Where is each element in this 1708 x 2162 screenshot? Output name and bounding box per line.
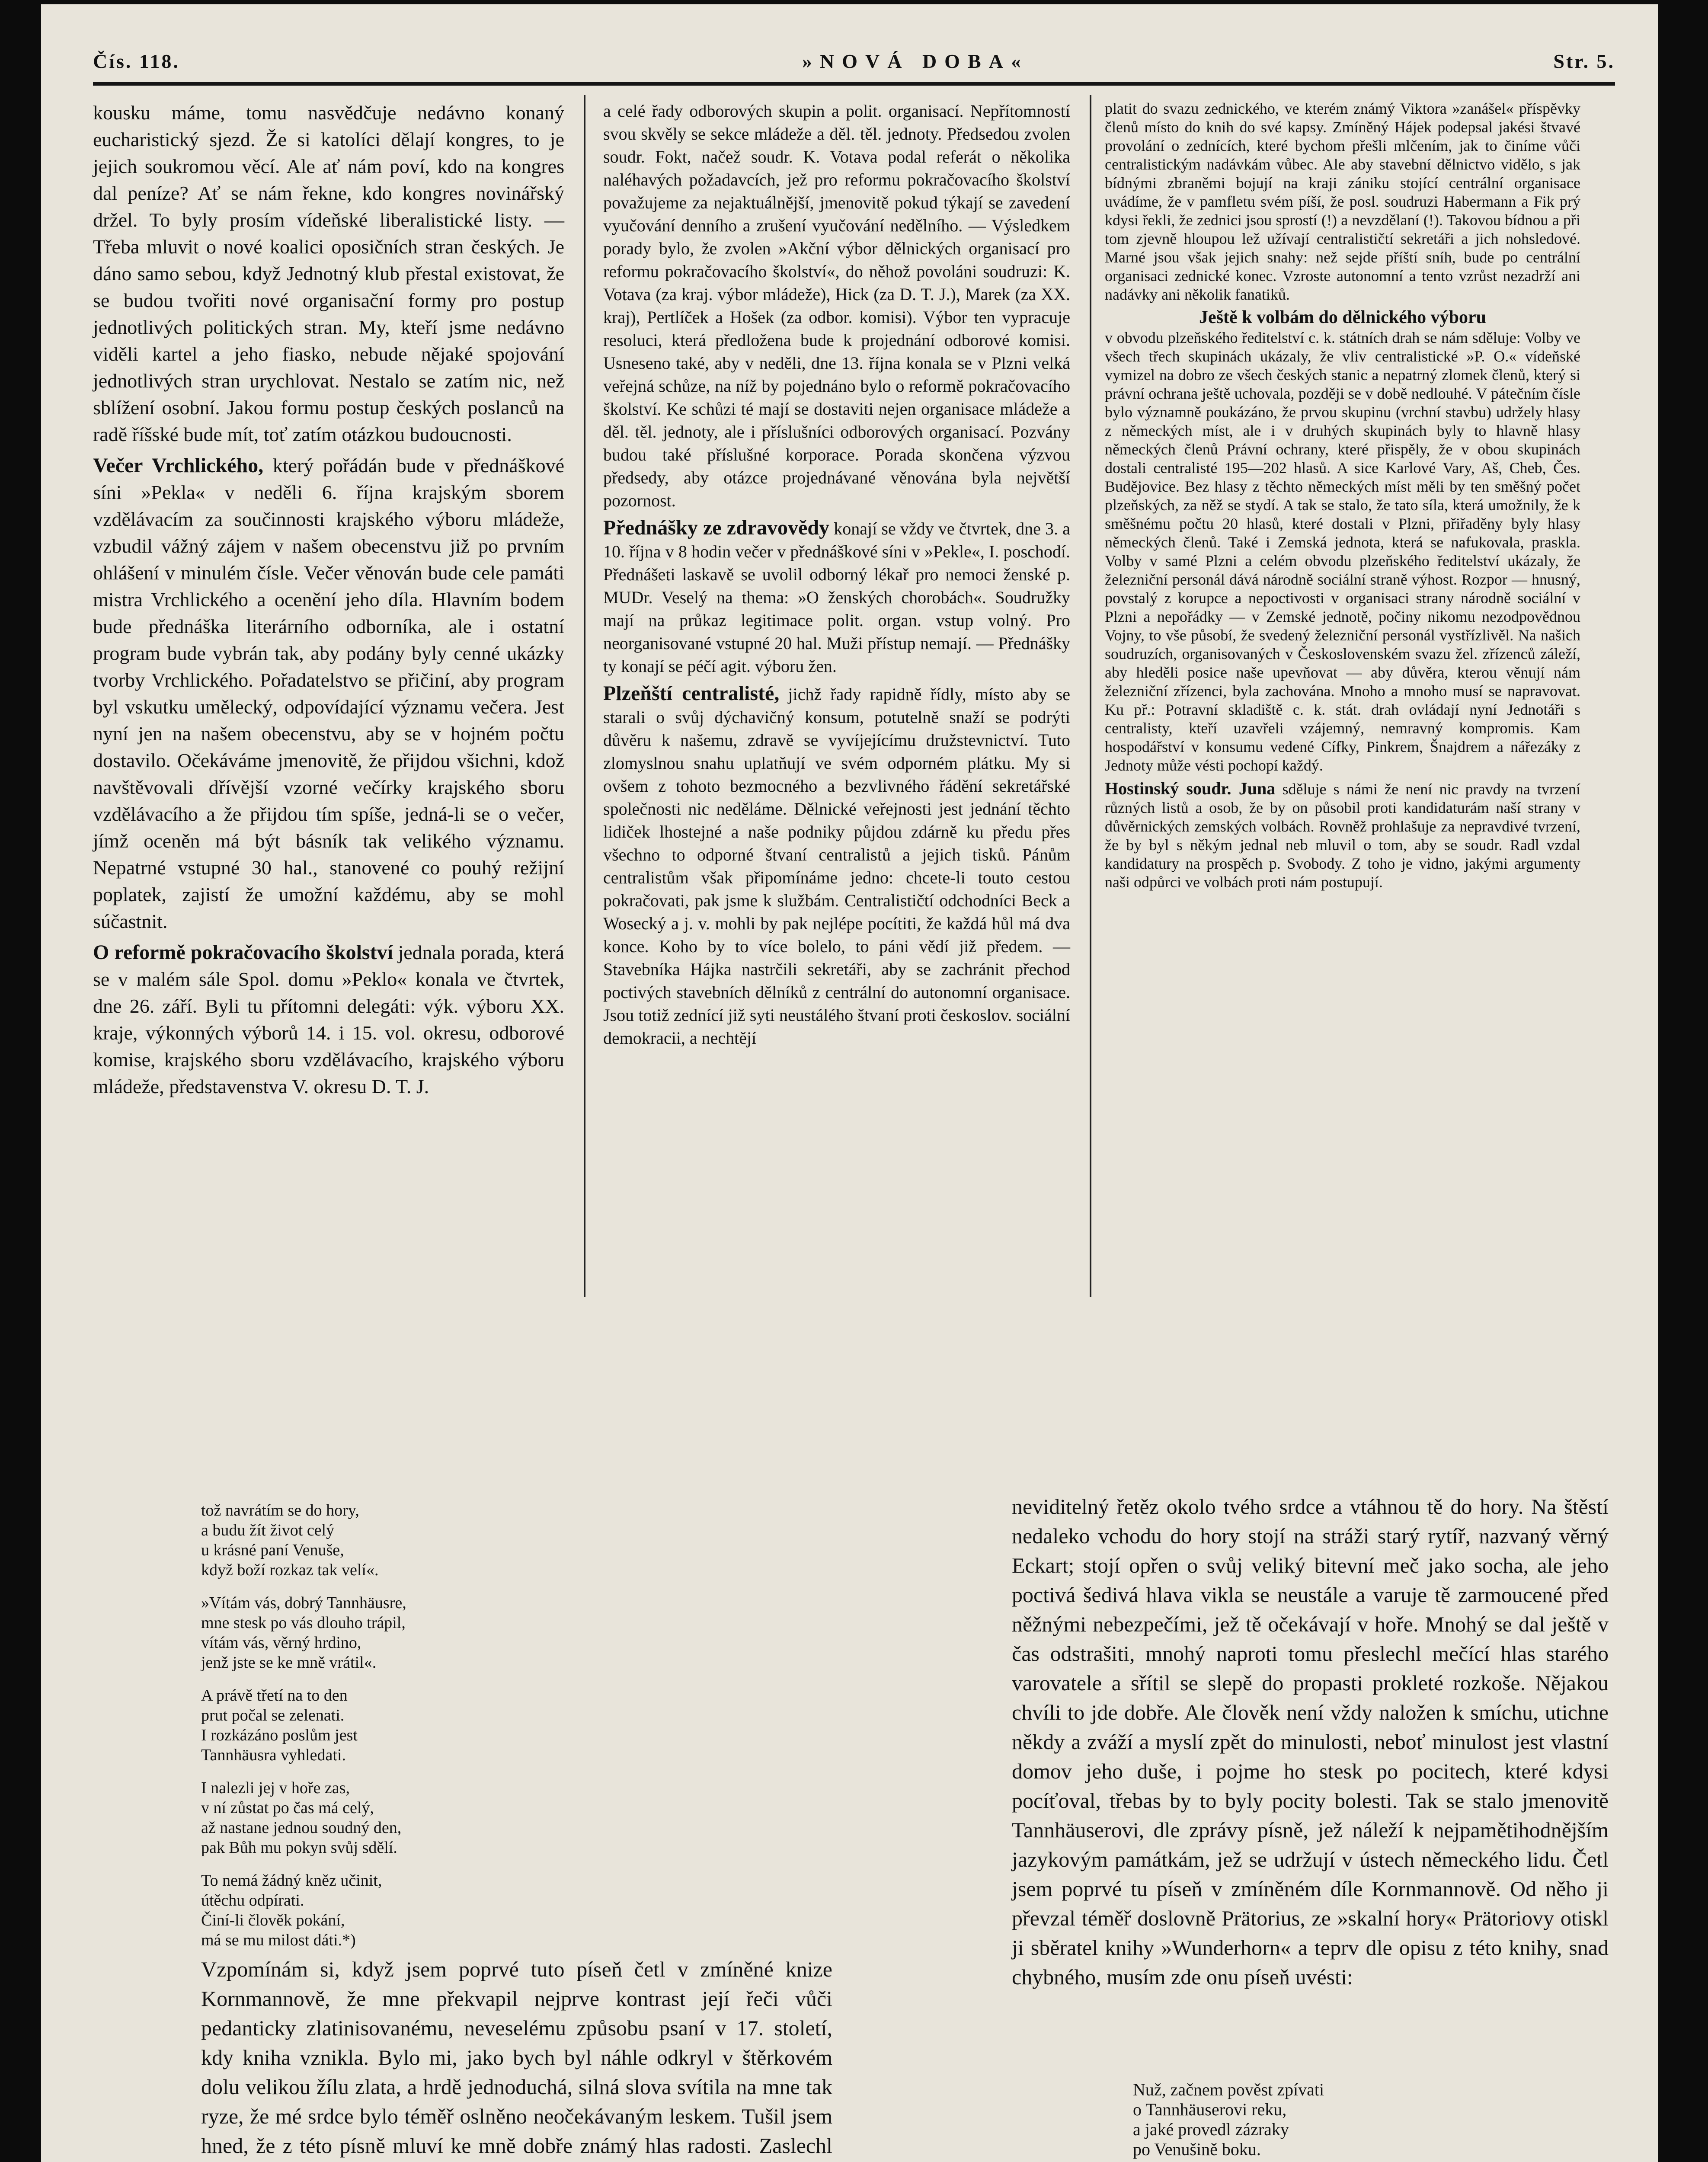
article-text: jednala porada, která se v malém sále Spol. domu »Peklo« konala ve čtvrtek, dne 26. září. Byli tu přítomni delegáti: výk. výboru XX. kraje, výkonných výborů 14. i 15. vol. okresu, odborové komise, krajského sboru vzdělávacího, krajského výboru mládeže, představenstva V. okresu D. T. J. bbox=[93, 941, 565, 1097]
paragraph: kousku máme, tomu nasvědčuje nedávno konaný eucharistický sjezd. Že si katolíci dělají kongres, to je jejich soukromou věcí. Ale ať nám poví, kdo na kongres dal peníze? Ať se nám řekne, kdo kongres novinářský držel. To byly prosím vídeňské liberalistické listy. — Třeba mluvit o nové koalici oposičních stran českých. Je dáno samo sebou, když Jednotný klub přestal existovat, že se budou tvořiti nové organisační formy pro postup jednotlivých politických stran. My, kteří jsme nedávno viděli kartel a jeho fiasko, nebude nějaké spojování jednotlivých stran urychlovat. Nestalo se zatím nic, než sblížení osobní. Jakou formu postup českých poslanců na radě říšské bude mít, toť zatím otázkou budoucnosti. bbox=[93, 102, 564, 445]
column-3 bbox=[1105, 99, 1580, 896]
stanza bbox=[201, 1871, 633, 1950]
prose-left: Vzpomínám si, když jsem poprvé tuto píseň četl v zmíněné knize Kornmannově, že mne překvapil nejprve kontrast její řeči vůči pedanticky zlatinisovanému, neveselému způsobu psaní v 17. století, kdy kniha vznikla. Bylo mi, jako bych byl náhle odkryl v štěrkovém dolu velikou žílu zlata, a hrdě jednoduchá, silná slova svítila na mne tak ryze, že mé srdce bylo téměř oslněno neočekávaným leskem. Tušil jsem hned, že z této písně mluví ke mně dobře známý hlas radosti. Zaslechl bbox=[201, 1957, 832, 2158]
article-text: v obvodu plzeňského ředitelství c. k. státních drah se nám sděluje: Volby ve všech třech skupinách ukázaly, že vliv centralistické »P. O.« vídeňské vymizel na dobro ze všech českých stanic a nepatrný zlomek členů, který si právní ochrana ještě uchovala, později se v době nedlouhé. V pátečním čísle bylo významně poukázáno, že prvou skupinu (vrchní stavbu) udržely hlasy z německých míst, ale i v druhých skupinách byly to hlavně hlasy německých členů Právní ochrany, které přispěly, že v obou skupinách dostali centralisté 195—202 hlasů. A sice Karlové Vary, Aš, Cheb, Čes. Budějovice. Bez hlasy z těchto německých míst měli by ten směšný počet plzeňských, za něž se stydí. A tak se stalo, že tato síla, která umožnily, že k směšnému počtu 20 hlasů, které dostali v Plzni, přiřaděny byly hlasy německých členů. Také i Zemská jednota, která se nafukovala, praskla. Volby v samé Plzni a celém obvodu plzeňského ředitelství ukázaly, že železniční personál dává národně sociální straně výhost. Rozpor — hnusný, povstalý z korupce a nepoctivosti v organisaci strany národně sociální v Plzni a nepořádky — v Zemské jednotě, počiny nikomu nezodpovědnou Vojny, to vše působí, že svedený železniční personál vystřízlivěl. Na našich soudruzích, organisovaných v Československém svazu žel. zřízenců záleží, aby hleděli posice naše upevňovat — aby důvěra, kterou věnují nám železniční zřízenci, byla zachována. Mnoho a mnoho musí se napravovat. Ku př.: Potravní skladiště c. k. stát. drah ovládají nyní Jednotáři s centralisty, kteří uzavřeli vzájemný, nemravný kompromis. Kam hospodářství v konsumu vedené Cífky, Pinkrem, Šnajdrem a nářezáky z Jednoty může vésti pochopí každý. bbox=[1105, 329, 1580, 774]
verse-line: »Vítám vás, dobrý Tannhäusre, bbox=[201, 1594, 406, 1612]
verse-line: mne stesk po vás dlouho trápil, bbox=[201, 1614, 406, 1632]
verse-line: když boží rozkaz tak velí«. bbox=[201, 1561, 379, 1579]
verse-line: A právě třetí na to den bbox=[201, 1686, 348, 1705]
article-centralists bbox=[603, 682, 1070, 1049]
masthead-title: »NOVÁ DOBA« bbox=[802, 50, 1029, 72]
verse-line: Nuž, začnem pověst zpívati bbox=[1133, 2080, 1324, 2099]
article-text: který pořádán bude v přednáškové síni »Pekla« v neděli 6. října krajským sborem vzdělávacím za součinnosti krajského výboru mládeže, vzbudil vážný zájem v našem obecenstvu již po prvním ohlášení v minulém čísle. Večer věnován bude cele památi mistra Vrchlického a ocenění jeho díla. Hlavním bodem bude přednáška literárního odborníka, ale i ostatní program bude vybrán tak, aby podány byly cenné ukázky tvorby Vrchlického. Pořadatelstvo se přičiní, aby program byl vskutku umělecký, odpovídající významu večera. Jest nyní jen na našem obecenstvu, aby se v hojném počtu dostavilo. Očekáváme jmenovitě, že přijdou všichni, kdož navštěvovali dřívější vzorné večírky krajského sboru vzdělávacího a že přijdou tím spíše, jedná-li se o večer, jímž oceněn má být básník tak velikého významu. Nepatrné vstupné 30 hal., stanovené co pouhý režijní poplatek, zajistí že umožní každému, aby se mohl súčastnit. bbox=[93, 454, 565, 932]
article-heading: Plzeňští centralisté, bbox=[603, 682, 780, 705]
verse-line: prut počal se zelenati. bbox=[201, 1706, 345, 1724]
column-divider bbox=[1090, 95, 1091, 1297]
verse-line: I nalezli jej v hoře zas, bbox=[201, 1779, 350, 1797]
verse-line: tož navrátím se do hory, bbox=[201, 1501, 359, 1519]
article-text: konají se vždy ve čtvrtek, dne 3. a 10. října v 8 hodin večer v přednáškové síni v »Pekle«, I. poschodí. Přednášeti laskavě se uvolil odborný lékař pro nemoci ženské p. MUDr. Veselý na thema: »O ženských chorobách«. Soudružky mají na průkaz legitimace polit. organ. vstup volný. Pro neorganisované vstupné 20 hal. Muži přístup nemají. — Přednášky ty konají se péčí agit. výboru žen. bbox=[603, 519, 1071, 676]
verse-line: vítám vás, věrný hrdino, bbox=[201, 1634, 361, 1652]
column-2 bbox=[603, 99, 1070, 1054]
article-heading: Ještě k volbám do dělnického výboru bbox=[1199, 307, 1486, 327]
verse-line: po Venušině boku. bbox=[1133, 2140, 1261, 2159]
verse-line: o Tannhäuserovi reku, bbox=[1133, 2100, 1287, 2119]
verse-line: má se mu milost dáti.*) bbox=[201, 1931, 356, 1949]
article-heading: Přednášky ze zdravovědy bbox=[603, 516, 830, 539]
article-innkeeper bbox=[1105, 779, 1580, 892]
verse-line: Tannhäusra vyhledati. bbox=[201, 1746, 346, 1764]
verse-line: Činí-li člověk pokání, bbox=[201, 1911, 345, 1929]
stanza bbox=[1133, 2080, 1522, 2159]
article-vrchlicky bbox=[93, 452, 564, 935]
article-heading: O reformě pokračovacího školství bbox=[93, 941, 393, 964]
verse-line: a jaké provedl zázraky bbox=[1133, 2120, 1289, 2139]
verse-line: jenž jste se ke mně vrátil«. bbox=[201, 1653, 377, 1672]
verse-line: útěchu odpírati. bbox=[201, 1891, 304, 1909]
page-number: Str. 5. bbox=[1553, 50, 1615, 72]
article-heading: Hostinský soudr. Juna bbox=[1105, 779, 1276, 798]
paragraph: platit do svazu zednického, ve kterém známý Viktora »zanášel« příspěvky členů místo do knih do své kapsy. Zmíněný Hájek podepsal jakési štvavé provolání o zednících, které bychom přešli mlčením, jak to činíme vůči centralistickým nadávkám vůbec. Ale aby stavební dělnictvo vidělo, s jak bídnými zbraněmi bojují na kraji zániku stojící centrální organisace uvádíme, že v pamfletu svém píší, že posl. soudruzi Habermann a Fik prý kdysi řekli, že zednici jsou sprostí (!) a nevzdělaní (!). Takovou bídnou a při tom zjevně hloupou lež užívají centralističtí sekretáři a jich nohsledové. Marné jsou však jejich snahy: než sejde příští sníh, bude po centrální organisaci zednické konec. Vzroste autonomní a tento vzrůst nezadrží ani nadávky ani několik fanatiků. bbox=[1105, 100, 1580, 303]
stanza bbox=[201, 1685, 633, 1765]
page-header bbox=[93, 50, 1615, 80]
verse-line: u krásné paní Venuše, bbox=[201, 1541, 344, 1559]
verse-line: pak Bůh mu pokyn svůj sdělí. bbox=[201, 1839, 397, 1857]
article-text: sděluje s námi že není nic pravdy na tvrzení různých listů a osob, že by on působil proti kandidaturám naší strany v důvěrnických zemských volbách. Rovněž prohlašuje za nepravdivé tvrzení, že by byl s někým jednal neb mluvil o tom, aby se soudr. Radl vzdal kandidatury na prospěch p. Svobody. Z toho je vidno, jakými argumenty naši odpůrci ve volbách proti nám postupují. bbox=[1105, 780, 1580, 891]
prose-right: neviditelný řetěz okolo tvého srdce a vtáhnou tě do hory. Na štěstí nedaleko vchodu do hory stojí na stráži starý rytíř, nazvaný věrný Eckart; stojí opřen o svůj veliký bitevní meč jako socha, ale jeho poctivá šedivá hlava vikla se neustále a varuje tě zarmoucené před něžnými nebezpečími, jež tě očekávají v hoře. Mnohý se dal ještě v čas odstrašiti, mnohý naproti tomu přeslechl mečící hlas starého varovatele a sřítil se slepě do propasti prokleté rozkoše. Nějakou chvíli to jde dobře. Ale člověk není vždy naložen k smíchu, utichne někdy a zváží a myslí zpět do minulosti, neboť minulost jest vlastní domov jeho duše, i pojme ho stesk po pocitech, které kdysi pocíťoval, třebas by to byly pocity bolesti. Tak se stalo jmenovitě Tannhäuserovi, dle zprávy písně, jež náleží k nejpamětihodnějším jazykovým památkám, jež se udržují v ústech německého lidu. Četl jsem poprvé tu píseň v zmíněném díle Kornmannově. Od něho ji převzal téměř doslovně Prätorius, ze »skalní hory« Prätoriovy otiskl ji sběratel knihy »Wunderhorn« a teprv dle opisu z této knihy, snad chybného, musím zde onu píseň uvésti: bbox=[1012, 1494, 1609, 1989]
header-rule bbox=[93, 82, 1615, 86]
verse-line: I rozkázáno poslům jest bbox=[201, 1726, 358, 1744]
poem-left bbox=[201, 1500, 633, 1963]
stanza bbox=[201, 1593, 633, 1673]
verse-line: a budu žít život celý bbox=[201, 1521, 335, 1539]
paragraph: a celé řady odborových skupin a polit. organisací. Nepřítomností svou skvěly se sekce mládeže a děl. těl. jednoty. Předsedou zvolen soudr. Fokt, načež soudr. K. Votava podal referát o několika naléhavých požadavcích, jež pro reformu pokračovacího školství považujeme za nejaktuálnější, jmenovitě pokud týkají se zavedení vyučování denního a zrušení vyučování nedělního. — Výsledkem porady bylo, že zvolen »Akční výbor dělnických organisací pro reformu pokračovacího školství«, do něhož povoláni soudruzi: K. Votava (za kraj. výbor mládeže), Hick (za D. T. J.), Marek (za XX. kraj), Pertlíček a Hošek (za odbor. komisi). Výbor ten vypracuje resoluci, která předložena bude k projednání odborové komisi. Usneseno také, aby v neděli, dne 13. října konala se v Plzni velká veřejná schůze, na níž by pojednáno bylo o reformě pokračovacího školství. Ke schůzi té mají se dostaviti nejen organisace mládeže a děl. těl. jednoty, ale i příslušníci odborových organisací. Pozvány budou také příslušné korporace. Porada skončena výzvou předsedy, aby otázce projednávané věnována byla největší pozornost. bbox=[603, 101, 1070, 510]
verse-line: až nastane jednou soudný den, bbox=[201, 1819, 402, 1837]
article-text: jichž řady rapidně řídly, místo aby se starali o svůj dýchavičný konsum, potutelně snaží se podrýti důvěru k našemu, zdravě se vyvíjejícímu družstevnictví. Tuto zlomyslnou snahu uplatňují ve svém odporném plátku. My si ovšem z tohoto bezmocného a bezvlivného řádění sekretářské společnosti nic neděláme. Dělnické veřejnosti jest jednání těchto lidiček lhostejné a naše podniky půjdou zdárně ku předu přes všechno to odporné štvaní centralistů a jejich tisků. Pánům centralistům však připomínáme jedno: chcete-li touto cestou pokračovati, pak jsme k službám. Centralističtí odchodníci Beck a Wosecký a j. v. mohli by pak nejlépe pocítiti, že každá hůl má dva konce. Koho by to více bolelo, to páni vědí již předem. — Stavebníka Hájka nastrčili sekretáři, aby se zachránit přechod poctivých stavebních dělníků z centrální do autonomní organisace. Jsou totiž zednící již syti neustálého štvaní proti českoslov. sociální demokracii, a nechtějí bbox=[603, 684, 1070, 1048]
article-lectures bbox=[603, 516, 1070, 678]
article-reform bbox=[93, 939, 564, 1100]
stanza bbox=[201, 1778, 633, 1858]
column-1 bbox=[93, 99, 564, 1104]
article-heading: Večer Vrchlického, bbox=[93, 454, 264, 477]
column-divider bbox=[584, 95, 585, 1297]
poem-right bbox=[1133, 2080, 1522, 2162]
verse-line: v ní zůstat po čas má celý, bbox=[201, 1799, 374, 1817]
newspaper-page bbox=[41, 4, 1658, 2162]
stanza bbox=[201, 1500, 633, 1580]
issue-number: Čís. 118. bbox=[93, 50, 180, 72]
verse-line: To nemá žádný kněz učinit, bbox=[201, 1871, 382, 1890]
